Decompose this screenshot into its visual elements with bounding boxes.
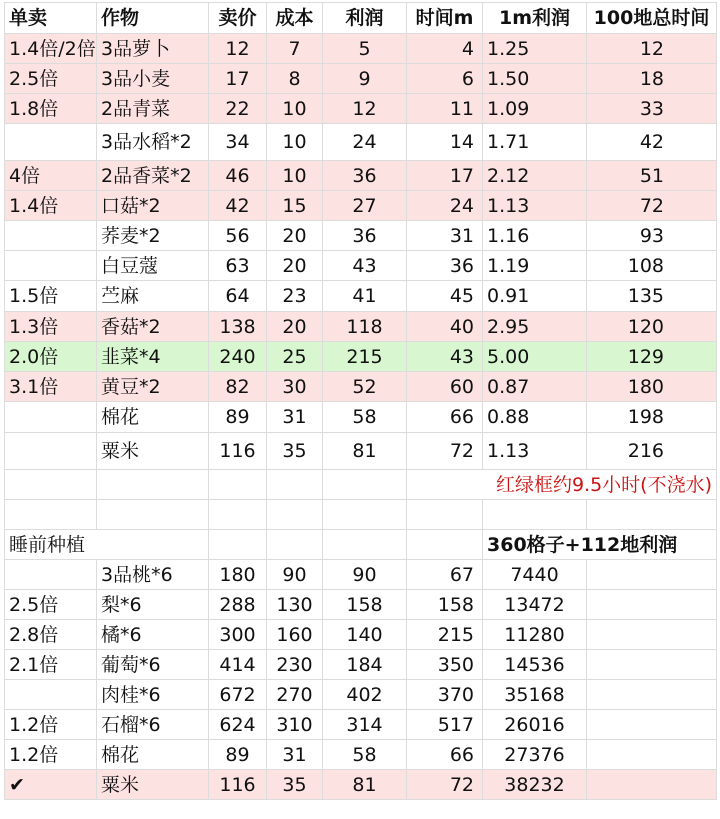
cell-cost: 160 bbox=[267, 620, 323, 650]
header-crop: 作物 bbox=[97, 3, 209, 34]
table-row bbox=[5, 94, 717, 124]
header-profit: 利润 bbox=[323, 3, 407, 34]
note-text: 红绿框约9.5小时(不浇水) bbox=[407, 470, 717, 500]
cell-profit: 90 bbox=[323, 560, 407, 590]
cell-total-time: 51 bbox=[587, 161, 717, 191]
cell-cost: 130 bbox=[267, 590, 323, 620]
cell-result: 14536 bbox=[483, 650, 587, 680]
empty-cell bbox=[587, 770, 717, 800]
cell-time: 72 bbox=[407, 770, 483, 800]
cell-multiplier: 1.2倍 bbox=[5, 710, 97, 740]
cell-multiplier: 1.5倍 bbox=[5, 281, 97, 312]
cell-per-min: 1.71 bbox=[483, 124, 587, 161]
cell-price: 64 bbox=[209, 281, 267, 312]
cell-per-min: 2.12 bbox=[483, 161, 587, 191]
cell-cost: 15 bbox=[267, 191, 323, 221]
cell-time: 517 bbox=[407, 710, 483, 740]
cell-price: 63 bbox=[209, 251, 267, 281]
cell-crop: 3品水稻*2 bbox=[97, 124, 209, 161]
cell-crop: 黄豆*2 bbox=[97, 372, 209, 402]
cell-cost: 35 bbox=[267, 770, 323, 800]
cell-result: 7440 bbox=[483, 560, 587, 590]
cell-crop: 棉花 bbox=[97, 402, 209, 433]
cell-crop: 2品青菜 bbox=[97, 94, 209, 124]
cell-price: 180 bbox=[209, 560, 267, 590]
cell-profit: 81 bbox=[323, 770, 407, 800]
cell-per-min: 0.88 bbox=[483, 402, 587, 433]
empty-cell bbox=[587, 590, 717, 620]
cell-total-time: 93 bbox=[587, 221, 717, 251]
night-row bbox=[5, 710, 717, 740]
cell-time: 40 bbox=[407, 312, 483, 342]
cell-crop: 橘*6 bbox=[97, 620, 209, 650]
cell-per-min: 1.16 bbox=[483, 221, 587, 251]
cell-price: 12 bbox=[209, 34, 267, 64]
table-row bbox=[5, 251, 717, 281]
cell-result: 11280 bbox=[483, 620, 587, 650]
cell-crop: 口菇*2 bbox=[97, 191, 209, 221]
cell-price: 138 bbox=[209, 312, 267, 342]
cell-multiplier bbox=[5, 680, 97, 710]
cell-crop: 梨*6 bbox=[97, 590, 209, 620]
cell-crop: 葡萄*6 bbox=[97, 650, 209, 680]
cell-result: 13472 bbox=[483, 590, 587, 620]
cell-profit: 58 bbox=[323, 402, 407, 433]
cell-multiplier: 1.8倍 bbox=[5, 94, 97, 124]
cell-price: 624 bbox=[209, 710, 267, 740]
cell-time: 66 bbox=[407, 402, 483, 433]
cell-price: 414 bbox=[209, 650, 267, 680]
cell-profit: 52 bbox=[323, 372, 407, 402]
empty-cell bbox=[587, 680, 717, 710]
cell-crop: 粟米 bbox=[97, 433, 209, 470]
cell-multiplier bbox=[5, 251, 97, 281]
cell-price: 46 bbox=[209, 161, 267, 191]
cell-multiplier: 2.5倍 bbox=[5, 64, 97, 94]
cell-cost: 31 bbox=[267, 740, 323, 770]
cell-per-min: 1.50 bbox=[483, 64, 587, 94]
cell-per-min: 1.19 bbox=[483, 251, 587, 281]
cell-total-time: 72 bbox=[587, 191, 717, 221]
cell-total-time: 108 bbox=[587, 251, 717, 281]
cell-price: 116 bbox=[209, 433, 267, 470]
cell-time: 6 bbox=[407, 64, 483, 94]
cell-multiplier: 2.8倍 bbox=[5, 620, 97, 650]
cell-total-time: 216 bbox=[587, 433, 717, 470]
night-row bbox=[5, 620, 717, 650]
cell-multiplier: 4倍 bbox=[5, 161, 97, 191]
header-multiplier: 单卖 bbox=[5, 3, 97, 34]
cell-time: 158 bbox=[407, 590, 483, 620]
table-row bbox=[5, 34, 717, 64]
cell-crop: 白豆蔻 bbox=[97, 251, 209, 281]
note-row bbox=[5, 470, 717, 500]
cell-time: 17 bbox=[407, 161, 483, 191]
table-row bbox=[5, 161, 717, 191]
cell-time: 31 bbox=[407, 221, 483, 251]
night-row bbox=[5, 740, 717, 770]
cell-multiplier: 3.1倍 bbox=[5, 372, 97, 402]
cell-crop: 香菇*2 bbox=[97, 312, 209, 342]
cell-multiplier: 2.5倍 bbox=[5, 590, 97, 620]
cell-profit: 41 bbox=[323, 281, 407, 312]
cell-cost: 20 bbox=[267, 251, 323, 281]
cell-time: 350 bbox=[407, 650, 483, 680]
cell-profit: 24 bbox=[323, 124, 407, 161]
header-total-time: 100地总时间 bbox=[587, 3, 717, 34]
cell-profit: 118 bbox=[323, 312, 407, 342]
cell-crop: 荞麦*2 bbox=[97, 221, 209, 251]
cell-cost: 31 bbox=[267, 402, 323, 433]
header-time: 时间m bbox=[407, 3, 483, 34]
header-cost: 成本 bbox=[267, 3, 323, 34]
cell-time: 370 bbox=[407, 680, 483, 710]
cell-time: 215 bbox=[407, 620, 483, 650]
cell-multiplier: 1.4倍/2倍 bbox=[5, 34, 97, 64]
cell-price: 89 bbox=[209, 740, 267, 770]
cell-profit: 12 bbox=[323, 94, 407, 124]
cell-per-min: 0.91 bbox=[483, 281, 587, 312]
cell-time: 36 bbox=[407, 251, 483, 281]
table-row bbox=[5, 372, 717, 402]
cell-price: 34 bbox=[209, 124, 267, 161]
cell-cost: 310 bbox=[267, 710, 323, 740]
cell-cost: 20 bbox=[267, 221, 323, 251]
cell-cost: 30 bbox=[267, 372, 323, 402]
table-row bbox=[5, 342, 717, 372]
cell-price: 22 bbox=[209, 94, 267, 124]
empty-cell bbox=[587, 650, 717, 680]
cell-crop: 石榴*6 bbox=[97, 710, 209, 740]
cell-profit: 314 bbox=[323, 710, 407, 740]
cell-total-time: 180 bbox=[587, 372, 717, 402]
night-row bbox=[5, 560, 717, 590]
cell-price: 17 bbox=[209, 64, 267, 94]
cell-total-time: 198 bbox=[587, 402, 717, 433]
cell-profit: 184 bbox=[323, 650, 407, 680]
cell-price: 82 bbox=[209, 372, 267, 402]
table-row bbox=[5, 312, 717, 342]
cell-per-min: 5.00 bbox=[483, 342, 587, 372]
night-row bbox=[5, 680, 717, 710]
cell-crop: 苎麻 bbox=[97, 281, 209, 312]
header-price: 卖价 bbox=[209, 3, 267, 34]
table-row bbox=[5, 124, 717, 161]
cell-result: 26016 bbox=[483, 710, 587, 740]
cell-multiplier: ✔ bbox=[5, 770, 97, 800]
empty-cell bbox=[587, 560, 717, 590]
cell-profit: 27 bbox=[323, 191, 407, 221]
cell-total-time: 18 bbox=[587, 64, 717, 94]
cell-total-time: 120 bbox=[587, 312, 717, 342]
table-row bbox=[5, 64, 717, 94]
cell-multiplier: 2.0倍 bbox=[5, 342, 97, 372]
table-row bbox=[5, 433, 717, 470]
empty-cell bbox=[587, 620, 717, 650]
cell-per-min: 2.95 bbox=[483, 312, 587, 342]
cell-time: 45 bbox=[407, 281, 483, 312]
night-title: 睡前种植 bbox=[5, 530, 209, 560]
cell-cost: 7 bbox=[267, 34, 323, 64]
empty-cell bbox=[587, 740, 717, 770]
table-row bbox=[5, 402, 717, 433]
cell-price: 42 bbox=[209, 191, 267, 221]
cell-crop: 2品香菜*2 bbox=[97, 161, 209, 191]
cell-time: 60 bbox=[407, 372, 483, 402]
cell-price: 240 bbox=[209, 342, 267, 372]
cell-profit: 43 bbox=[323, 251, 407, 281]
cell-price: 116 bbox=[209, 770, 267, 800]
cell-profit: 36 bbox=[323, 161, 407, 191]
cell-price: 672 bbox=[209, 680, 267, 710]
cell-time: 24 bbox=[407, 191, 483, 221]
cell-multiplier: 1.3倍 bbox=[5, 312, 97, 342]
cell-profit: 215 bbox=[323, 342, 407, 372]
cell-cost: 8 bbox=[267, 64, 323, 94]
cell-price: 300 bbox=[209, 620, 267, 650]
crop-profit-table bbox=[4, 2, 717, 800]
cell-crop: 3品桃*6 bbox=[97, 560, 209, 590]
cell-multiplier bbox=[5, 560, 97, 590]
cell-price: 89 bbox=[209, 402, 267, 433]
cell-total-time: 135 bbox=[587, 281, 717, 312]
cell-price: 56 bbox=[209, 221, 267, 251]
cell-cost: 10 bbox=[267, 94, 323, 124]
cell-result: 35168 bbox=[483, 680, 587, 710]
cell-crop: 棉花 bbox=[97, 740, 209, 770]
cell-per-min: 0.87 bbox=[483, 372, 587, 402]
cell-cost: 270 bbox=[267, 680, 323, 710]
cell-crop: 肉桂*6 bbox=[97, 680, 209, 710]
cell-cost: 10 bbox=[267, 161, 323, 191]
spacer-row bbox=[5, 500, 717, 530]
cell-multiplier bbox=[5, 402, 97, 433]
cell-multiplier bbox=[5, 221, 97, 251]
cell-profit: 36 bbox=[323, 221, 407, 251]
cell-profit: 58 bbox=[323, 740, 407, 770]
cell-result: 38232 bbox=[483, 770, 587, 800]
cell-cost: 20 bbox=[267, 312, 323, 342]
table-row bbox=[5, 281, 717, 312]
empty-cell bbox=[587, 710, 717, 740]
header-row bbox=[5, 3, 717, 34]
cell-per-min: 1.09 bbox=[483, 94, 587, 124]
cell-cost: 230 bbox=[267, 650, 323, 680]
cell-cost: 10 bbox=[267, 124, 323, 161]
cell-per-min: 1.13 bbox=[483, 433, 587, 470]
cell-per-min: 1.25 bbox=[483, 34, 587, 64]
cell-profit: 402 bbox=[323, 680, 407, 710]
cell-crop: 3品萝卜 bbox=[97, 34, 209, 64]
cell-time: 43 bbox=[407, 342, 483, 372]
cell-time: 14 bbox=[407, 124, 483, 161]
cell-multiplier: 1.2倍 bbox=[5, 740, 97, 770]
cell-multiplier: 1.4倍 bbox=[5, 191, 97, 221]
cell-profit: 9 bbox=[323, 64, 407, 94]
cell-price: 288 bbox=[209, 590, 267, 620]
cell-time: 4 bbox=[407, 34, 483, 64]
night-row bbox=[5, 770, 717, 800]
cell-cost: 25 bbox=[267, 342, 323, 372]
cell-time: 72 bbox=[407, 433, 483, 470]
cell-cost: 23 bbox=[267, 281, 323, 312]
cell-time: 67 bbox=[407, 560, 483, 590]
cell-cost: 90 bbox=[267, 560, 323, 590]
cell-result: 27376 bbox=[483, 740, 587, 770]
cell-per-min: 1.13 bbox=[483, 191, 587, 221]
cell-multiplier bbox=[5, 124, 97, 161]
night-header-row bbox=[5, 530, 717, 560]
cell-multiplier bbox=[5, 433, 97, 470]
night-row bbox=[5, 590, 717, 620]
cell-crop: 3品小麦 bbox=[97, 64, 209, 94]
cell-time: 11 bbox=[407, 94, 483, 124]
cell-total-time: 33 bbox=[587, 94, 717, 124]
cell-profit: 81 bbox=[323, 433, 407, 470]
cell-multiplier: 2.1倍 bbox=[5, 650, 97, 680]
table-row bbox=[5, 191, 717, 221]
night-row bbox=[5, 650, 717, 680]
cell-crop: 粟米 bbox=[97, 770, 209, 800]
cell-profit: 5 bbox=[323, 34, 407, 64]
cell-total-time: 12 bbox=[587, 34, 717, 64]
cell-profit: 158 bbox=[323, 590, 407, 620]
header-per-min: 1m利润 bbox=[483, 3, 587, 34]
cell-time: 66 bbox=[407, 740, 483, 770]
cell-crop: 韭菜*4 bbox=[97, 342, 209, 372]
cell-total-time: 42 bbox=[587, 124, 717, 161]
cell-cost: 35 bbox=[267, 433, 323, 470]
cell-total-time: 129 bbox=[587, 342, 717, 372]
table-row bbox=[5, 221, 717, 251]
cell-profit: 140 bbox=[323, 620, 407, 650]
night-summary-header: 360格子+112地利润 bbox=[483, 530, 717, 560]
